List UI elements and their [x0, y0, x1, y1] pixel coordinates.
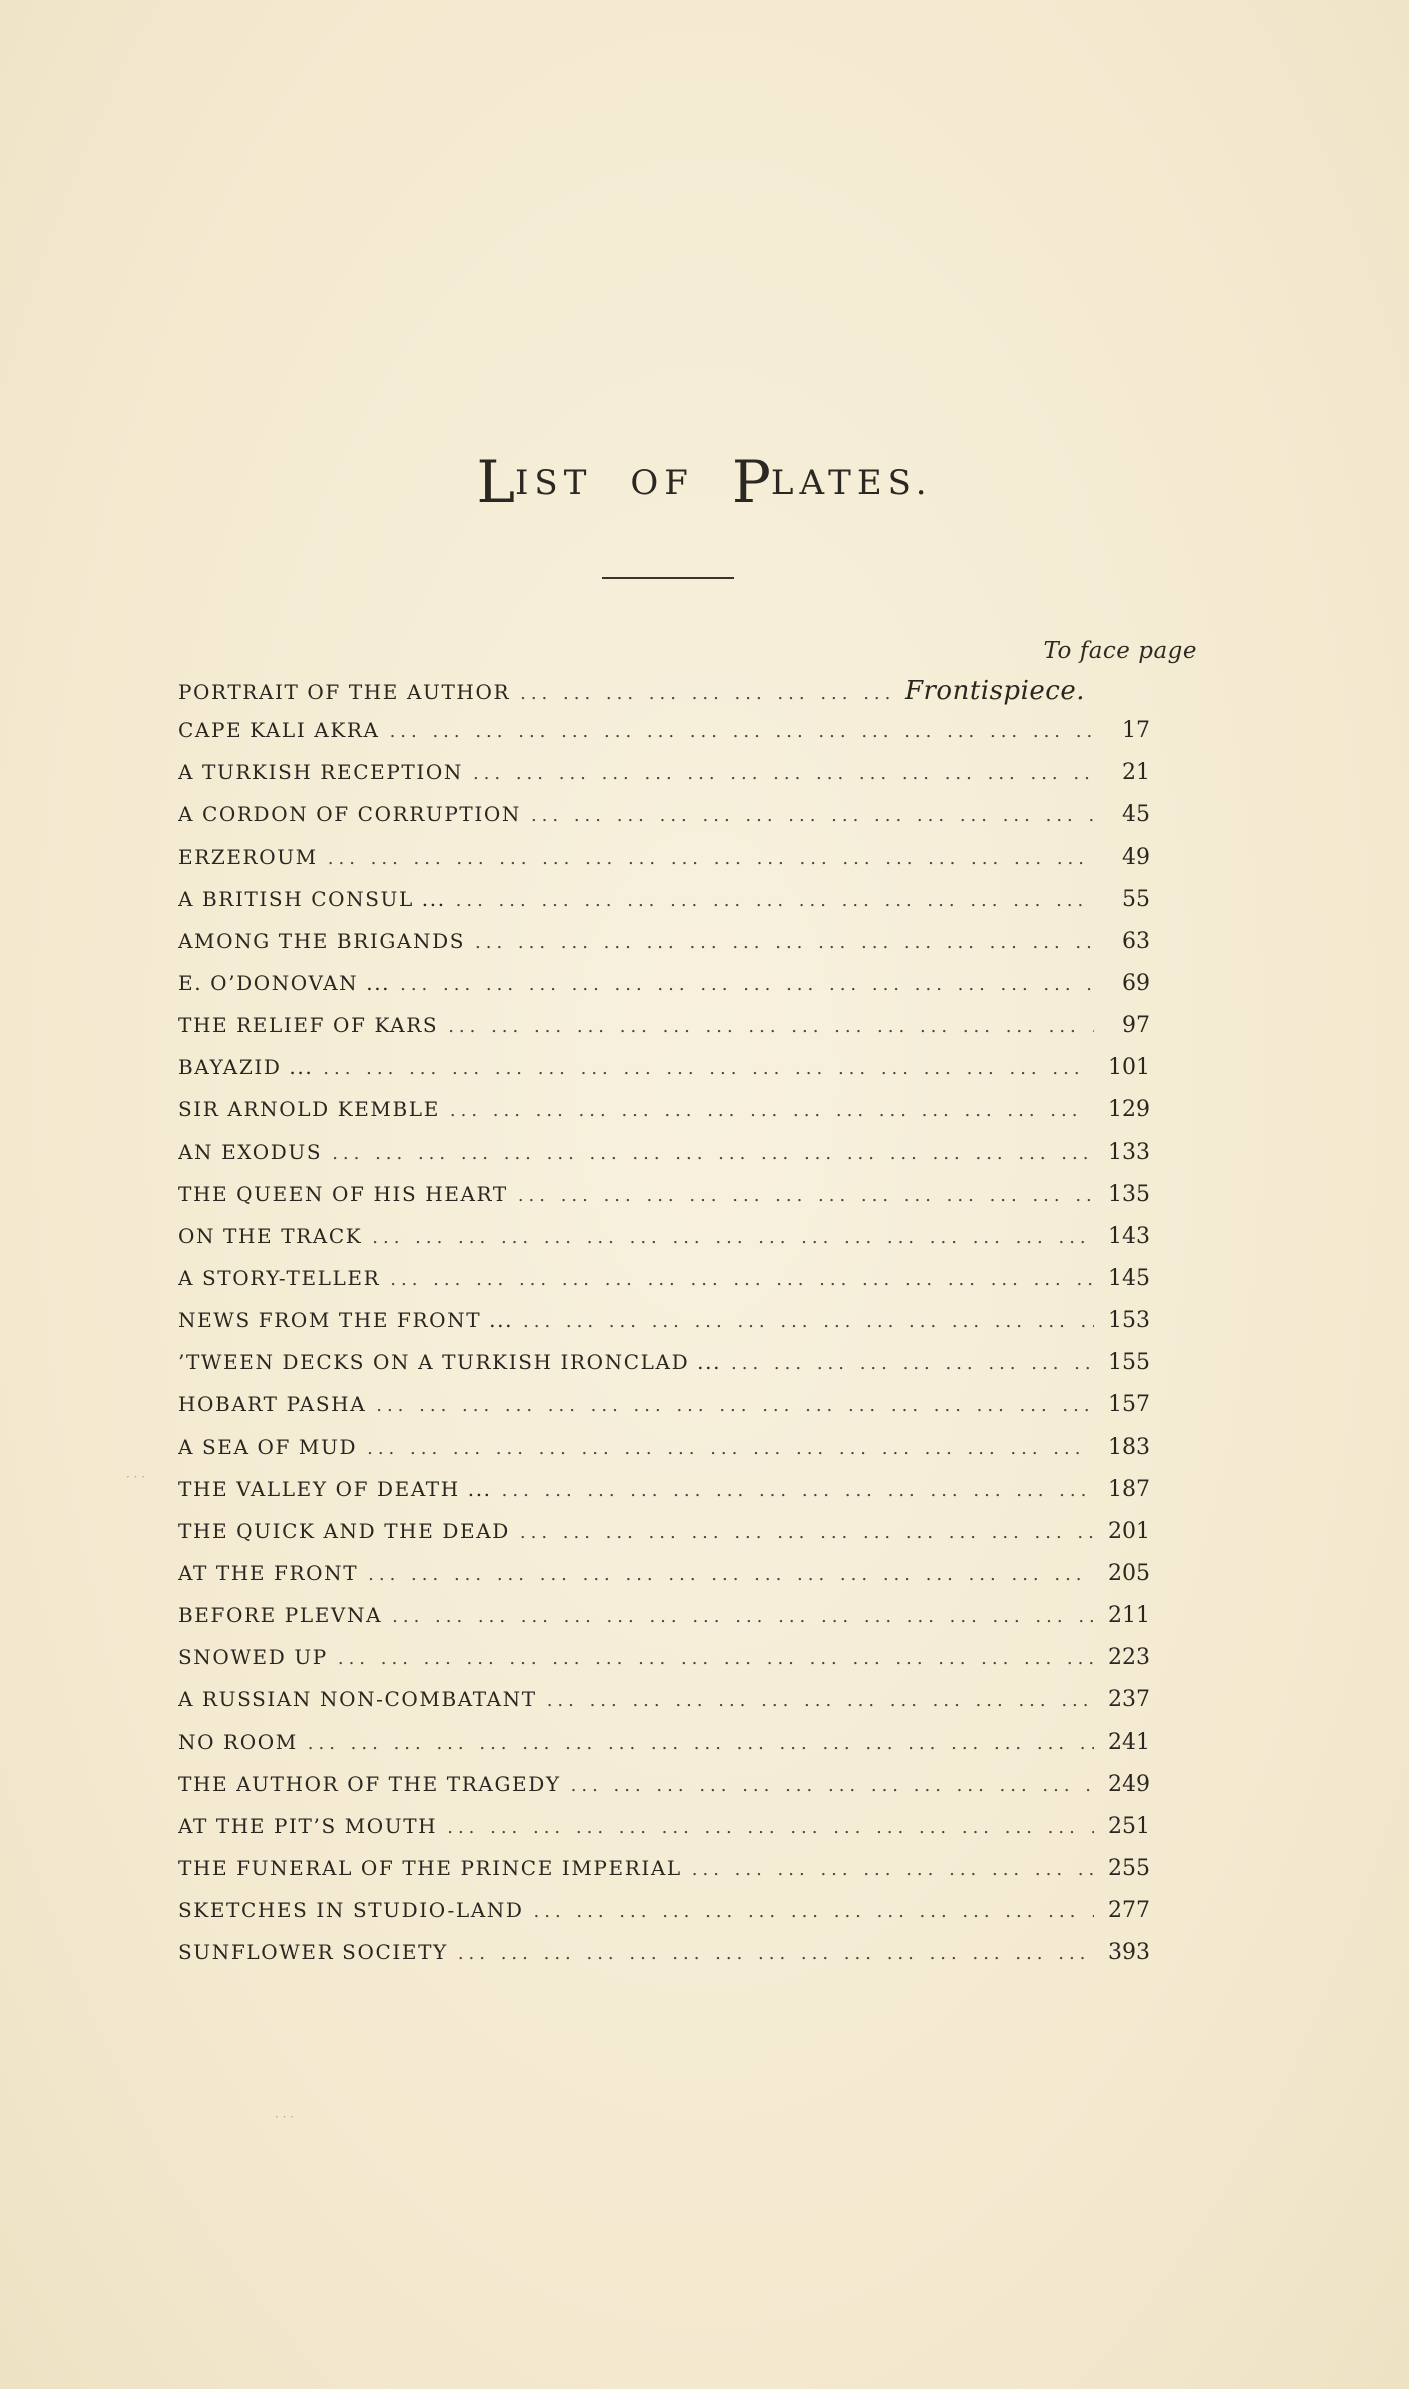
plate-title: ON THE TRACK	[178, 1223, 363, 1248]
plate-page-number: 155	[1108, 1350, 1150, 1376]
plate-page-number: 145	[1108, 1265, 1150, 1291]
plate-page-number: 187	[1108, 1476, 1150, 1502]
plate-row	[178, 1350, 1150, 1392]
dot-leader	[520, 683, 899, 704]
dot-leader	[328, 848, 1094, 869]
plate-page-number: 183	[1108, 1434, 1150, 1460]
plate-title: A STORY-TELLER	[178, 1265, 381, 1290]
plate-page-number: 97	[1122, 1013, 1150, 1039]
dot-leader	[475, 932, 1094, 953]
dot-leader	[372, 1227, 1094, 1248]
plate-row	[178, 1561, 1150, 1603]
bottom-specks: · · ·	[275, 2110, 295, 2124]
title-initial-p: P	[731, 448, 771, 516]
plate-page-number: 249	[1108, 1771, 1150, 1797]
plate-page-number: 277	[1108, 1898, 1150, 1924]
plate-row	[178, 1898, 1150, 1940]
plate-title: SIR ARNOLD KEMBLE	[178, 1097, 440, 1122]
plate-title: ’TWEEN DECKS ON A TURKISH IRONCLAD ...	[178, 1350, 722, 1375]
title-word-of: OF	[630, 463, 694, 503]
plate-title: NO ROOM	[178, 1729, 298, 1754]
title-word-lates: LATES.	[770, 463, 933, 503]
title-initial-l: L	[476, 448, 515, 516]
plate-row	[178, 1097, 1150, 1139]
title-word-ist: IST	[514, 463, 593, 503]
plate-title: A RUSSIAN NON-COMBATANT	[178, 1687, 537, 1712]
plate-row	[178, 1603, 1150, 1645]
plate-title: A TURKISH RECEPTION	[178, 760, 463, 785]
plate-page-number: 201	[1108, 1518, 1150, 1544]
plate-page-number: 45	[1122, 802, 1150, 828]
plate-row	[178, 1519, 1150, 1561]
dot-leader	[447, 1817, 1094, 1838]
plate-row	[178, 1856, 1150, 1898]
plate-page-number: 129	[1108, 1097, 1150, 1123]
dot-leader	[731, 1353, 1094, 1374]
plate-row	[178, 1940, 1150, 1982]
plate-row	[178, 971, 1150, 1013]
plate-row	[178, 887, 1150, 929]
dot-leader	[547, 1690, 1094, 1711]
plate-page-number: 135	[1108, 1181, 1150, 1207]
dot-leader	[367, 1438, 1094, 1459]
plate-title: BAYAZID ...	[178, 1055, 314, 1080]
dot-leader	[473, 763, 1094, 784]
plate-title: THE RELIEF OF KARS	[178, 1013, 439, 1038]
plate-page-number: 55	[1122, 886, 1150, 912]
plate-page-number: 49	[1122, 844, 1150, 870]
plate-title: HOBART PASHA	[178, 1392, 367, 1417]
plate-title: THE FUNERAL OF THE PRINCE IMPERIAL	[178, 1855, 682, 1880]
dot-leader	[308, 1733, 1094, 1754]
dot-leader	[448, 1016, 1094, 1037]
plate-page-number: 133	[1108, 1139, 1150, 1165]
plate-row	[178, 1477, 1150, 1519]
plate-title: NEWS FROM THE FRONT ...	[178, 1308, 514, 1333]
plate-page-number: 205	[1108, 1560, 1150, 1586]
plate-row	[178, 1308, 1150, 1350]
plate-title: THE QUICK AND THE DEAD	[178, 1518, 510, 1543]
plate-title: SUNFLOWER SOCIETY	[178, 1940, 448, 1965]
plate-row	[178, 760, 1150, 802]
plate-row	[178, 718, 1150, 760]
plate-row	[178, 1687, 1150, 1729]
dot-leader	[392, 1606, 1094, 1627]
plate-row	[178, 676, 1150, 718]
plate-title: CAPE KALI AKRA	[178, 718, 380, 743]
plate-row	[178, 1814, 1150, 1856]
dot-leader	[376, 1395, 1094, 1416]
plate-title: AT THE FRONT	[178, 1560, 359, 1585]
plate-row	[178, 929, 1150, 971]
dot-leader	[534, 1901, 1094, 1922]
plate-title: SNOWED UP	[178, 1645, 328, 1670]
plate-page-number: 153	[1108, 1308, 1150, 1334]
dot-leader	[323, 1058, 1094, 1079]
plate-row	[178, 1013, 1150, 1055]
plate-title: AT THE PIT’S MOUTH	[178, 1813, 438, 1838]
dot-leader	[456, 890, 1094, 911]
dot-leader	[458, 1943, 1094, 1964]
plate-title: PORTRAIT OF THE AUTHOR	[178, 680, 511, 704]
plate-page-number: 223	[1108, 1645, 1150, 1671]
plate-page-number: 101	[1108, 1055, 1150, 1081]
plate-row	[178, 845, 1150, 887]
plate-page-number: 255	[1108, 1855, 1150, 1881]
plate-page-number: Frontispiece.	[904, 676, 1085, 706]
plate-row	[178, 1182, 1150, 1224]
plate-row	[178, 1055, 1150, 1097]
plate-page-number: 21	[1122, 760, 1150, 786]
plate-title: THE VALLEY OF DEATH ...	[178, 1476, 492, 1501]
plate-row	[178, 1730, 1150, 1772]
dot-leader	[531, 805, 1094, 826]
plate-title: ERZEROUM	[178, 844, 318, 869]
plate-page-number: 143	[1108, 1223, 1150, 1249]
plate-row	[178, 802, 1150, 844]
column-header: To face page	[1043, 638, 1197, 664]
plate-page-number: 237	[1108, 1687, 1150, 1713]
plate-row	[178, 1392, 1150, 1434]
dot-leader	[368, 1564, 1094, 1585]
plate-title: E. O’DONOVAN ...	[178, 970, 391, 995]
plate-title: AN EXODUS	[178, 1139, 323, 1164]
plate-title: BEFORE PLEVNA	[178, 1603, 383, 1628]
dot-leader	[338, 1648, 1094, 1669]
plate-page-number: 251	[1108, 1813, 1150, 1839]
dot-leader	[520, 1522, 1094, 1543]
dot-leader	[450, 1100, 1094, 1121]
plate-title: THE AUTHOR OF THE TRAGEDY	[178, 1771, 561, 1796]
plate-title: A CORDON OF CORRUPTION	[178, 802, 521, 827]
dot-leader	[518, 1185, 1094, 1206]
dot-leader	[390, 1269, 1094, 1290]
plate-page-number: 157	[1108, 1392, 1150, 1418]
plate-row	[178, 1266, 1150, 1308]
plate-title: SKETCHES IN STUDIO-LAND	[178, 1898, 524, 1923]
plate-title: THE QUEEN OF HIS HEART	[178, 1181, 508, 1206]
plate-title: A BRITISH CONSUL ...	[178, 886, 446, 911]
plate-row	[178, 1140, 1150, 1182]
dot-leader	[523, 1311, 1094, 1332]
dot-leader	[571, 1775, 1094, 1796]
plate-row	[178, 1772, 1150, 1814]
plates-list	[178, 676, 1150, 1982]
plate-page-number: 241	[1108, 1729, 1150, 1755]
page-title	[0, 448, 1409, 516]
dot-leader	[502, 1480, 1094, 1501]
plate-page-number: 17	[1122, 718, 1150, 744]
plate-page-number: 393	[1108, 1940, 1150, 1966]
dot-leader	[332, 1143, 1094, 1164]
plate-row	[178, 1224, 1150, 1266]
plate-page-number: 69	[1122, 970, 1150, 996]
plate-title: AMONG THE BRIGANDS	[178, 928, 466, 953]
dot-leader	[390, 721, 1094, 742]
plate-page-number: 211	[1108, 1603, 1150, 1629]
margin-specks: · · ·	[126, 1470, 146, 1484]
title-rule	[602, 577, 734, 579]
dot-leader	[692, 1859, 1094, 1880]
plate-page-number: 63	[1122, 928, 1150, 954]
plate-title: A SEA OF MUD	[178, 1434, 358, 1459]
plate-row	[178, 1435, 1150, 1477]
dot-leader	[400, 974, 1094, 995]
plate-row	[178, 1645, 1150, 1687]
